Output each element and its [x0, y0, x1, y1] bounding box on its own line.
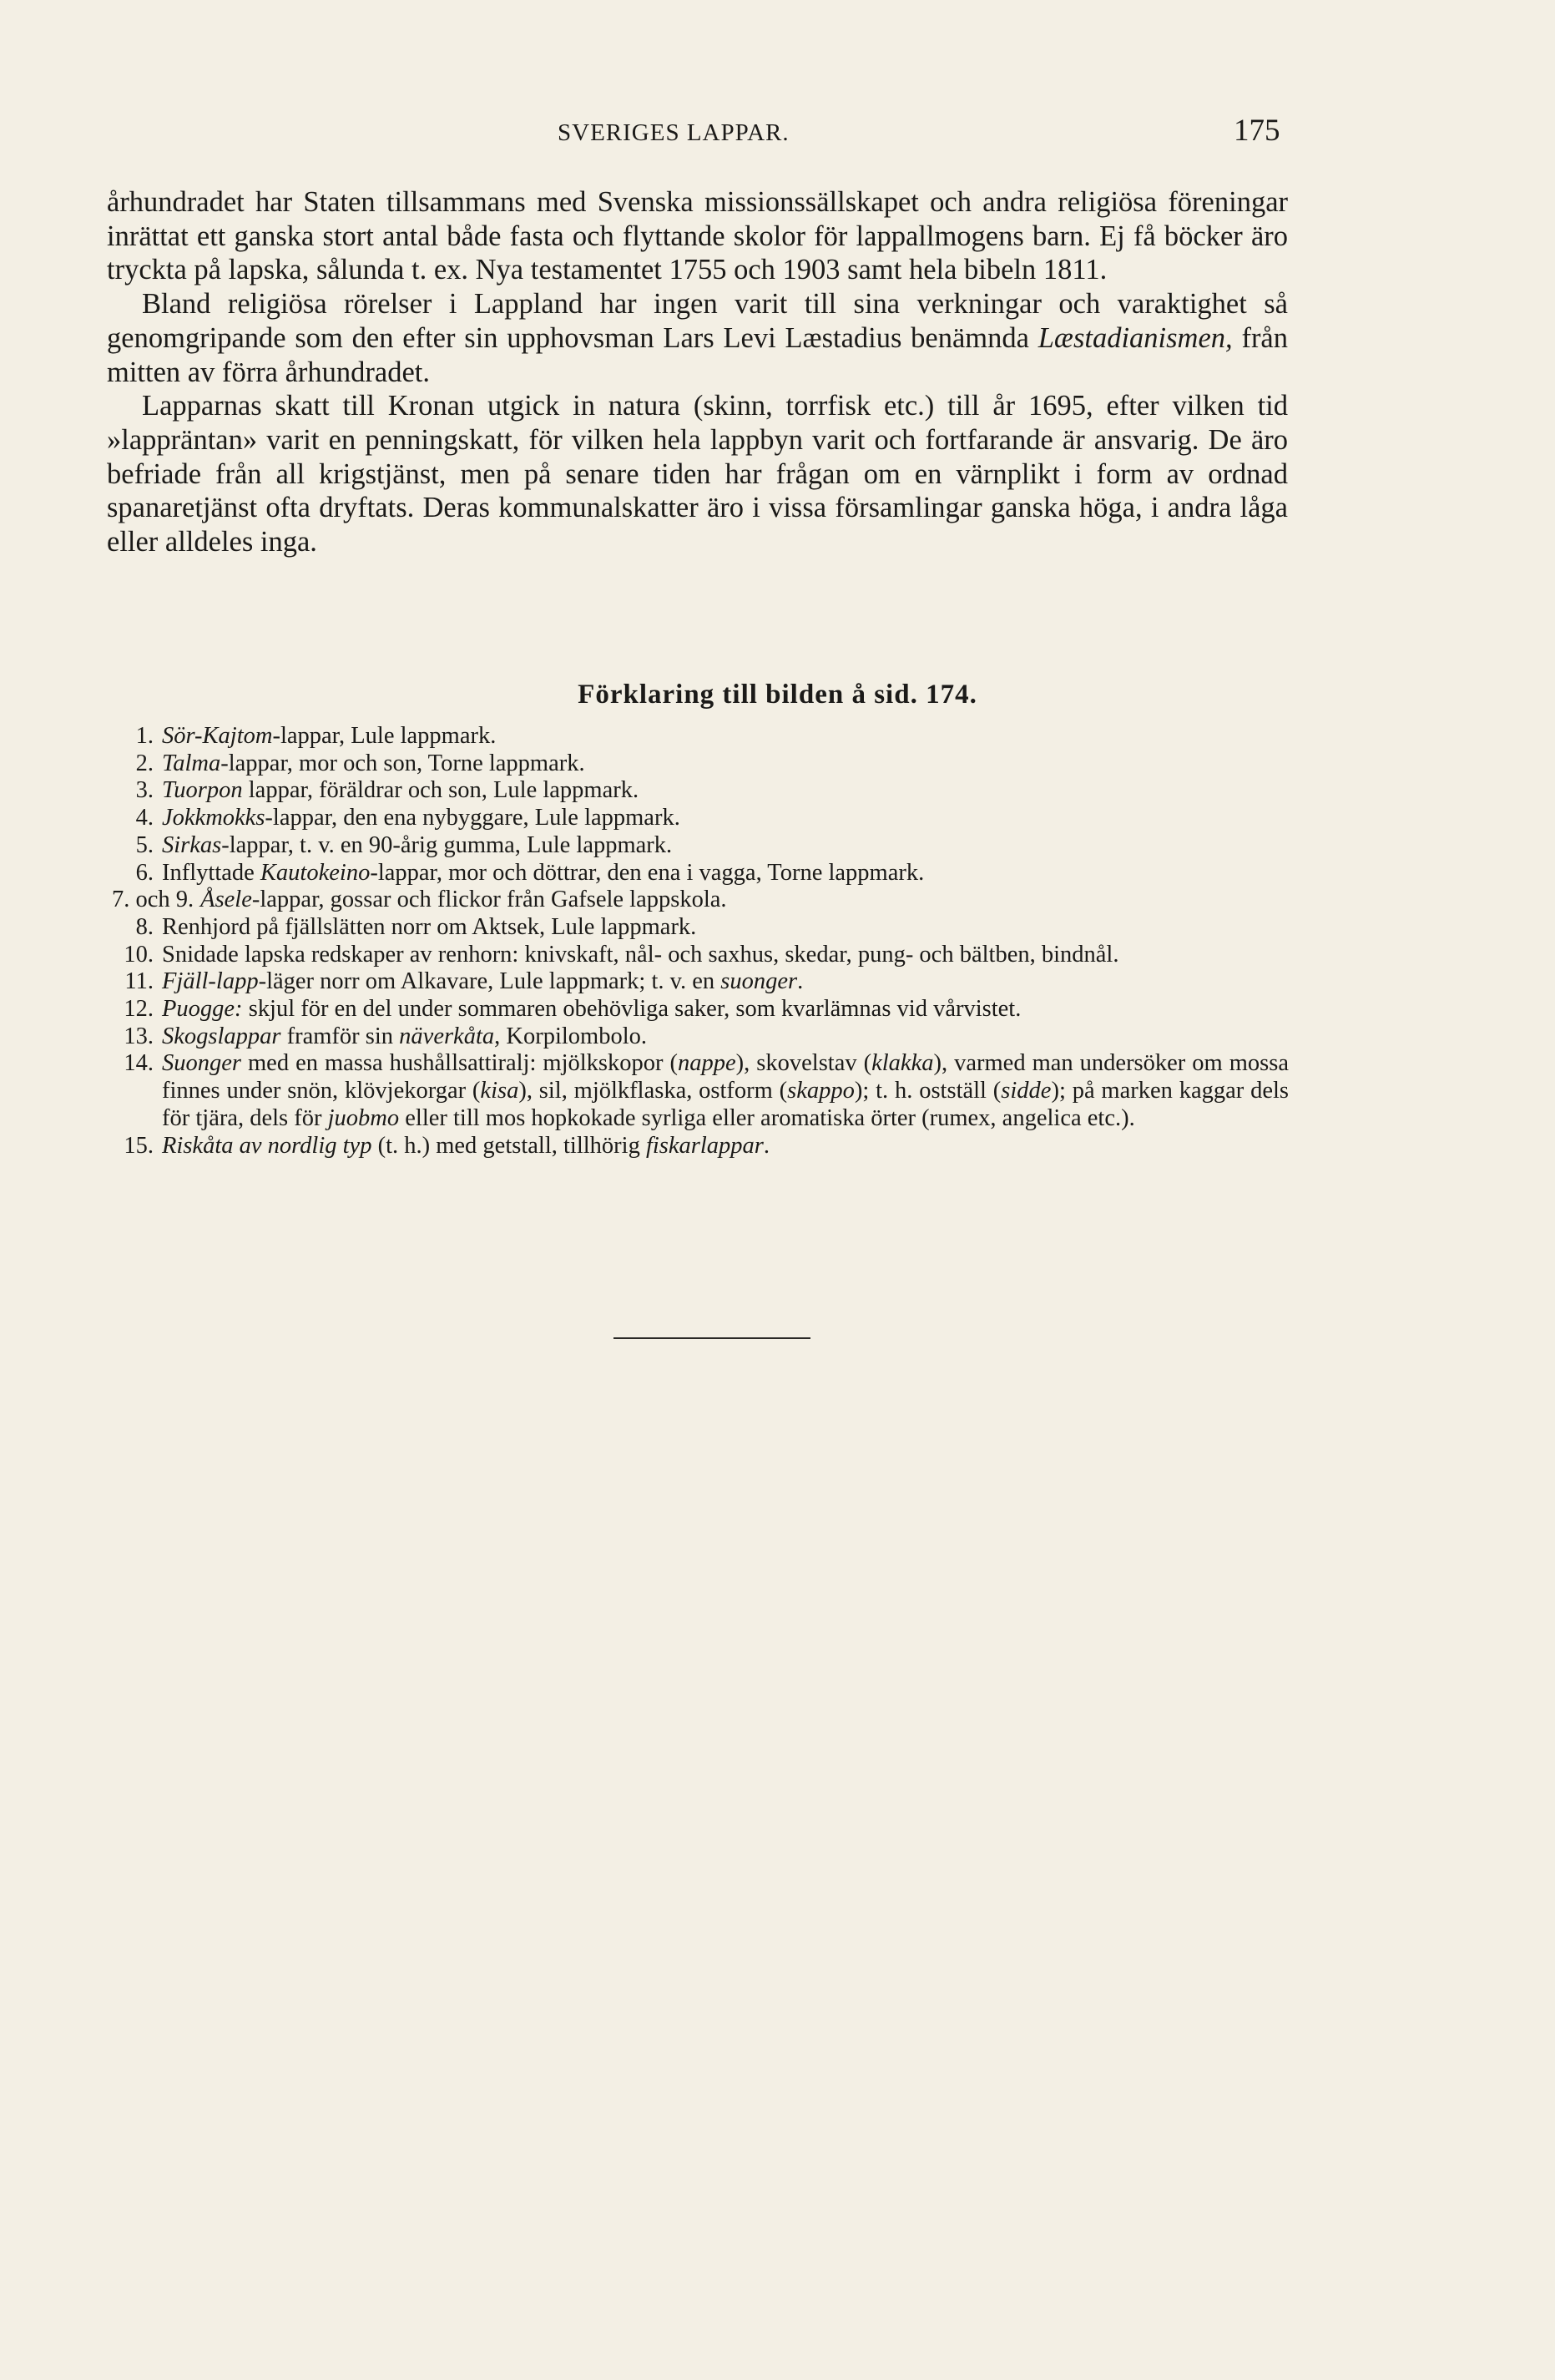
legend-list — [112, 723, 1289, 1160]
legend-item-text — [200, 887, 1289, 914]
legend-italic-term: Suonger — [162, 1050, 241, 1077]
legend-item-number: 13. — [124, 1023, 154, 1049]
legend-item — [112, 996, 1289, 1023]
legend-item — [112, 1133, 1289, 1160]
legend-item — [112, 914, 1289, 942]
legend-item-text — [162, 914, 1289, 942]
legend-item-number: 8. — [135, 913, 154, 940]
legend-text-run: -lappar, Lule lappmark. — [272, 723, 497, 749]
legend-text-run: Renhjord på fjällslätten norr om Aktsek, Lule lappmark. — [162, 913, 697, 940]
legend-item — [112, 968, 1289, 996]
legend-item-text — [162, 1133, 1289, 1160]
paragraph-2 — [107, 287, 1288, 389]
legend-item — [112, 1023, 1289, 1051]
legend-italic-term: Kautokeino — [260, 859, 371, 886]
legend-item-text — [162, 750, 1289, 778]
legend-item-number: 15. — [124, 1132, 154, 1159]
legend-italic-term: Åsele — [200, 887, 252, 913]
legend-item-number: 4. — [135, 805, 154, 831]
legend-item — [112, 805, 1289, 832]
legend-italic-term: Sör-Kajtom — [162, 723, 273, 749]
legend-item-number: 5. — [135, 831, 154, 858]
legend-item-text — [162, 860, 1289, 887]
legend-text-run: ); på marken kaggar dels för tjära, dels för — [162, 1078, 1289, 1131]
legend-text-run: (t. h.) med getstall, tillhörig — [371, 1132, 646, 1159]
legend-item — [112, 887, 1289, 914]
legend-text-run: -lappar, den ena nybyggare, Lule lappmark. — [265, 805, 680, 831]
paragraph-1: århundradet har Staten tillsammans med Svenska missionssällskapet och andra religiösa föreningar inrättat ett ganska stort antal både fasta och flyttande skolor för lappallmogens barn. Ej få böcker äro tryckta på lapska, sålunda t. ex. Nya testamentet 1755 och 1903 samt hela bibeln 1811. — [107, 186, 1288, 286]
page-header — [0, 113, 1555, 163]
legend-italic-term: suonger — [720, 968, 798, 995]
legend-italic-term: skappo — [787, 1078, 855, 1104]
legend-text-run: . — [763, 1132, 770, 1159]
legend-item-text — [162, 968, 1289, 996]
legend-italic-term: juobmo — [327, 1104, 400, 1131]
legend-text-run: ), sil, mjölkflaska, ostform ( — [518, 1078, 788, 1104]
legend-item-number: 6. — [135, 859, 154, 886]
legend-item — [112, 777, 1289, 805]
legend-item-text — [162, 1023, 1289, 1051]
legend-italic-term: Sirkas — [162, 831, 222, 858]
legend-italic-term: Puogge: — [162, 996, 243, 1023]
legend-item-number: 14. — [124, 1050, 154, 1077]
legend-item — [112, 942, 1289, 969]
legend-text-run: -lappar, t. v. en 90-årig gumma, Lule lappmark. — [221, 831, 673, 858]
legend-text-run: eller till mos hopkokade syrliga eller aromatiska örter (rumex, angelica etc.). — [399, 1104, 1135, 1131]
legend-text-run: ); t. h. ostställ ( — [854, 1078, 1002, 1104]
legend-text-run: med en massa hushållsattiralj: mjölkskopor ( — [241, 1050, 678, 1077]
legend-text-run: ), varmed man undersöker om mossa finnes under snön, klövjekorgar ( — [162, 1050, 1289, 1104]
legend-italic-term: Talma — [162, 750, 221, 776]
legend-text-run: skjul för en del under sommaren obehövliga saker, som kvarlämnas vid vårvistet. — [242, 996, 1022, 1023]
legend-italic-term: Jokkmokks — [162, 805, 265, 831]
legend-item-text — [162, 777, 1289, 805]
legend-italic-term: Riskåta av nordlig typ — [162, 1132, 372, 1159]
paragraph-3: Lapparnas skatt till Kronan utgick in natura (skinn, torrfisk etc.) till år 1695, efter vilken tid »lappräntan» varit en penningskatt, för vilken hela lappbyn varit och fortfarande är ansvarig. De äro befriade från all krigstjänst, men på senare tiden har frågan om en värnplikt i form av ordnad spanaretjänst ofta dryftats. Deras kommunalskatter äro i vissa församlingar ganska höga, i andra låga eller alldeles inga. — [107, 390, 1288, 558]
legend-text-run: lappar, föräldrar och son, Lule lappmark. — [242, 777, 639, 804]
legend-text-run: Inflyttade — [162, 859, 260, 886]
paragraph-2-tail: från mitten av förra århundradet. — [107, 321, 1288, 388]
legend-item-number: 1. — [135, 723, 154, 749]
paragraph-2-text: Bland religiösa rörelser i Lappland har ingen varit till sina verkningar och varaktighet så genomgripande som den efter sin upphovsman Lars Levi Læstadius benämnda — [107, 288, 1288, 354]
legend-text-run: , Korpilombolo. — [494, 1023, 648, 1049]
legend-item-text — [162, 996, 1289, 1023]
divider-rule — [613, 1337, 810, 1339]
legend-item-text — [162, 805, 1289, 832]
legend-item-text — [162, 1050, 1289, 1132]
legend-item-number: 7. och 9. — [112, 887, 194, 913]
legend-item-text — [162, 723, 1289, 750]
legend-heading: Förklaring till bilden å sid. 174. — [578, 680, 977, 710]
body-text — [107, 185, 1288, 559]
legend-text-run: -lappar, mor och döttrar, den ena i vagga, Torne lappmark. — [370, 859, 925, 886]
legend-italic-term: näverkåta — [399, 1023, 495, 1049]
legend-italic-term: kisa — [480, 1078, 519, 1104]
legend-italic-term: Tuorpon — [162, 777, 243, 804]
legend-item — [112, 723, 1289, 750]
legend-italic-term: sidde — [1001, 1078, 1052, 1104]
legend-item — [112, 750, 1289, 778]
legend-italic-term: Fjäll-lapp — [162, 968, 259, 995]
page-number: 175 — [1234, 114, 1280, 148]
legend-item-number: 3. — [135, 777, 154, 804]
legend-text-run: ), skovelstav ( — [735, 1050, 872, 1077]
legend-item — [112, 860, 1289, 887]
legend-item — [112, 832, 1289, 860]
legend-item-number: 10. — [124, 941, 154, 968]
running-title: SVERIGES LAPPAR. — [558, 119, 790, 146]
legend-italic-term: fiskarlappar — [645, 1132, 764, 1159]
legend-item-text — [162, 942, 1289, 969]
legend-text-run: -läger norr om Alkavare, Lule lappmark; t. v. en — [258, 968, 721, 995]
legend-text-run: . — [797, 968, 804, 995]
legend-text-run: -lappar, mor och son, Torne lappmark. — [220, 750, 585, 776]
legend-text-run: framför sin — [280, 1023, 400, 1049]
paragraph-2-italic: Læstadianismen, — [1038, 321, 1233, 354]
legend-item-number: 2. — [135, 750, 154, 776]
legend-text-run: -lappar, gossar och flickor från Gafsele lappskola. — [251, 887, 727, 913]
legend-italic-term: Skogslappar — [162, 1023, 281, 1049]
legend-text-run: Snidade lapska redskaper av renhorn: knivskaft, nål- och saxhus, skedar, pung- och bältben, bindnål. — [162, 941, 1119, 968]
legend-item-number: 11. — [124, 968, 154, 995]
legend-italic-term: nappe — [678, 1050, 736, 1077]
legend-item — [112, 1050, 1289, 1132]
legend-italic-term: klakka — [871, 1050, 934, 1077]
legend-item-text — [162, 832, 1289, 860]
legend-item-number: 12. — [124, 996, 154, 1023]
